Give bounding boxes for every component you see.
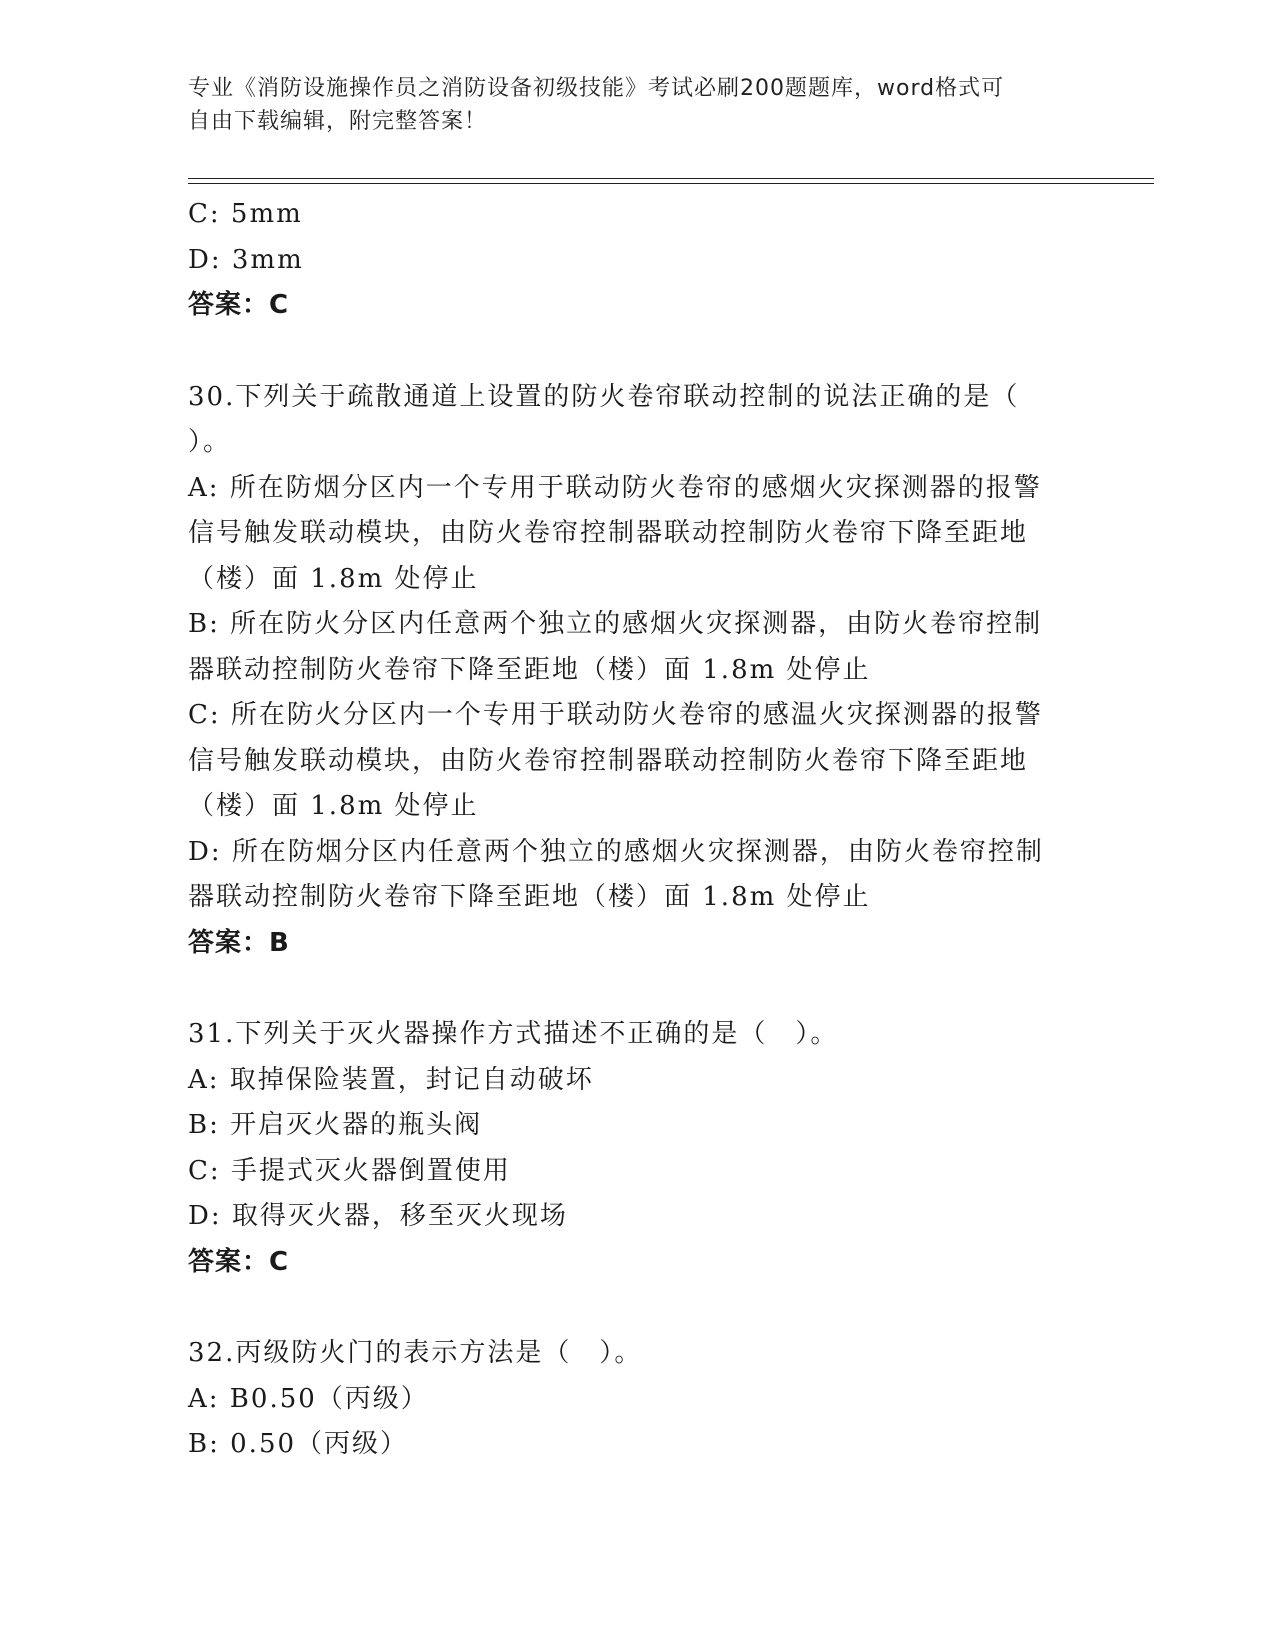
- question-stem: 30.下列关于疏散通道上设置的防火卷帘联动控制的说法正确的是（: [188, 381, 1020, 412]
- header-line-2: 自由下载编辑，附完整答案！: [188, 109, 488, 134]
- option-c-cont: 信号触发联动模块，由防火卷帘控制器联动控制防火卷帘下降至距地: [188, 745, 1029, 776]
- option-c: C: 5mm: [188, 199, 303, 229]
- header-divider-top: [188, 178, 1154, 179]
- option-d: D: 3mm: [188, 244, 304, 275]
- option-b: B: 所在防火分区内任意两个独立的感烟火灾探测器，由防火卷帘控制: [188, 609, 1043, 639]
- option-d: D: 所在防烟分区内任意两个独立的感烟火灾探测器，由防火卷帘控制: [188, 836, 1044, 867]
- answer: 答案：B: [188, 927, 290, 958]
- question-stem: 32.丙级防火门的表示方法是（ ）。: [188, 1338, 643, 1368]
- option-b: B: 开启灭火器的瓶头阀: [188, 1110, 483, 1140]
- option-a-cont: （楼）面 1.8m 处停止: [188, 563, 479, 594]
- answer: 答案：C: [188, 290, 290, 320]
- option-d: D: 取得灭火器，移至灭火现场: [188, 1201, 568, 1231]
- option-a-cont: 信号触发联动模块，由防火卷帘控制器联动控制防火卷帘下降至距地: [188, 518, 1029, 548]
- question-stem: 31.下列关于灭火器操作方式描述不正确的是（ ）。: [188, 1019, 839, 1049]
- option-b-cont: 器联动控制防火卷帘下降至距地（楼）面 1.8m 处停止: [188, 654, 871, 685]
- option-c-cont: （楼）面 1.8m 处停止: [188, 791, 479, 821]
- option-b: B: 0.50（丙级）: [188, 1429, 409, 1459]
- question-31: [188, 1012, 1088, 1285]
- question-stem-cont: ）。: [188, 427, 232, 457]
- previous-question-tail: [188, 192, 1088, 329]
- question-32: [188, 1331, 1088, 1468]
- question-content: [188, 192, 1088, 1468]
- option-d-cont: 器联动控制防火卷帘下降至距地（楼）面 1.8m 处停止: [188, 882, 871, 912]
- question-30: [188, 375, 1088, 967]
- option-c: C: 手提式灭火器倒置使用: [188, 1155, 511, 1186]
- document-header: [188, 72, 1068, 138]
- option-a: A: 所在防烟分区内一个专用于联动防火卷帘的感烟火灾探测器的报警: [188, 472, 1042, 503]
- header-line-1: 专业《消防设施操作员之消防设备初级技能》考试必刷200题题库，word格式可: [188, 76, 1005, 101]
- option-a: A: 取掉保险装置，封记自动破坏: [188, 1064, 594, 1095]
- header-divider-bottom: [188, 183, 1154, 184]
- answer: 答案：C: [188, 1246, 290, 1277]
- option-a: A: B0.50（丙级）: [188, 1383, 429, 1414]
- option-c: C: 所在防火分区内一个专用于联动防火卷帘的感温火灾探测器的报警: [188, 700, 1043, 730]
